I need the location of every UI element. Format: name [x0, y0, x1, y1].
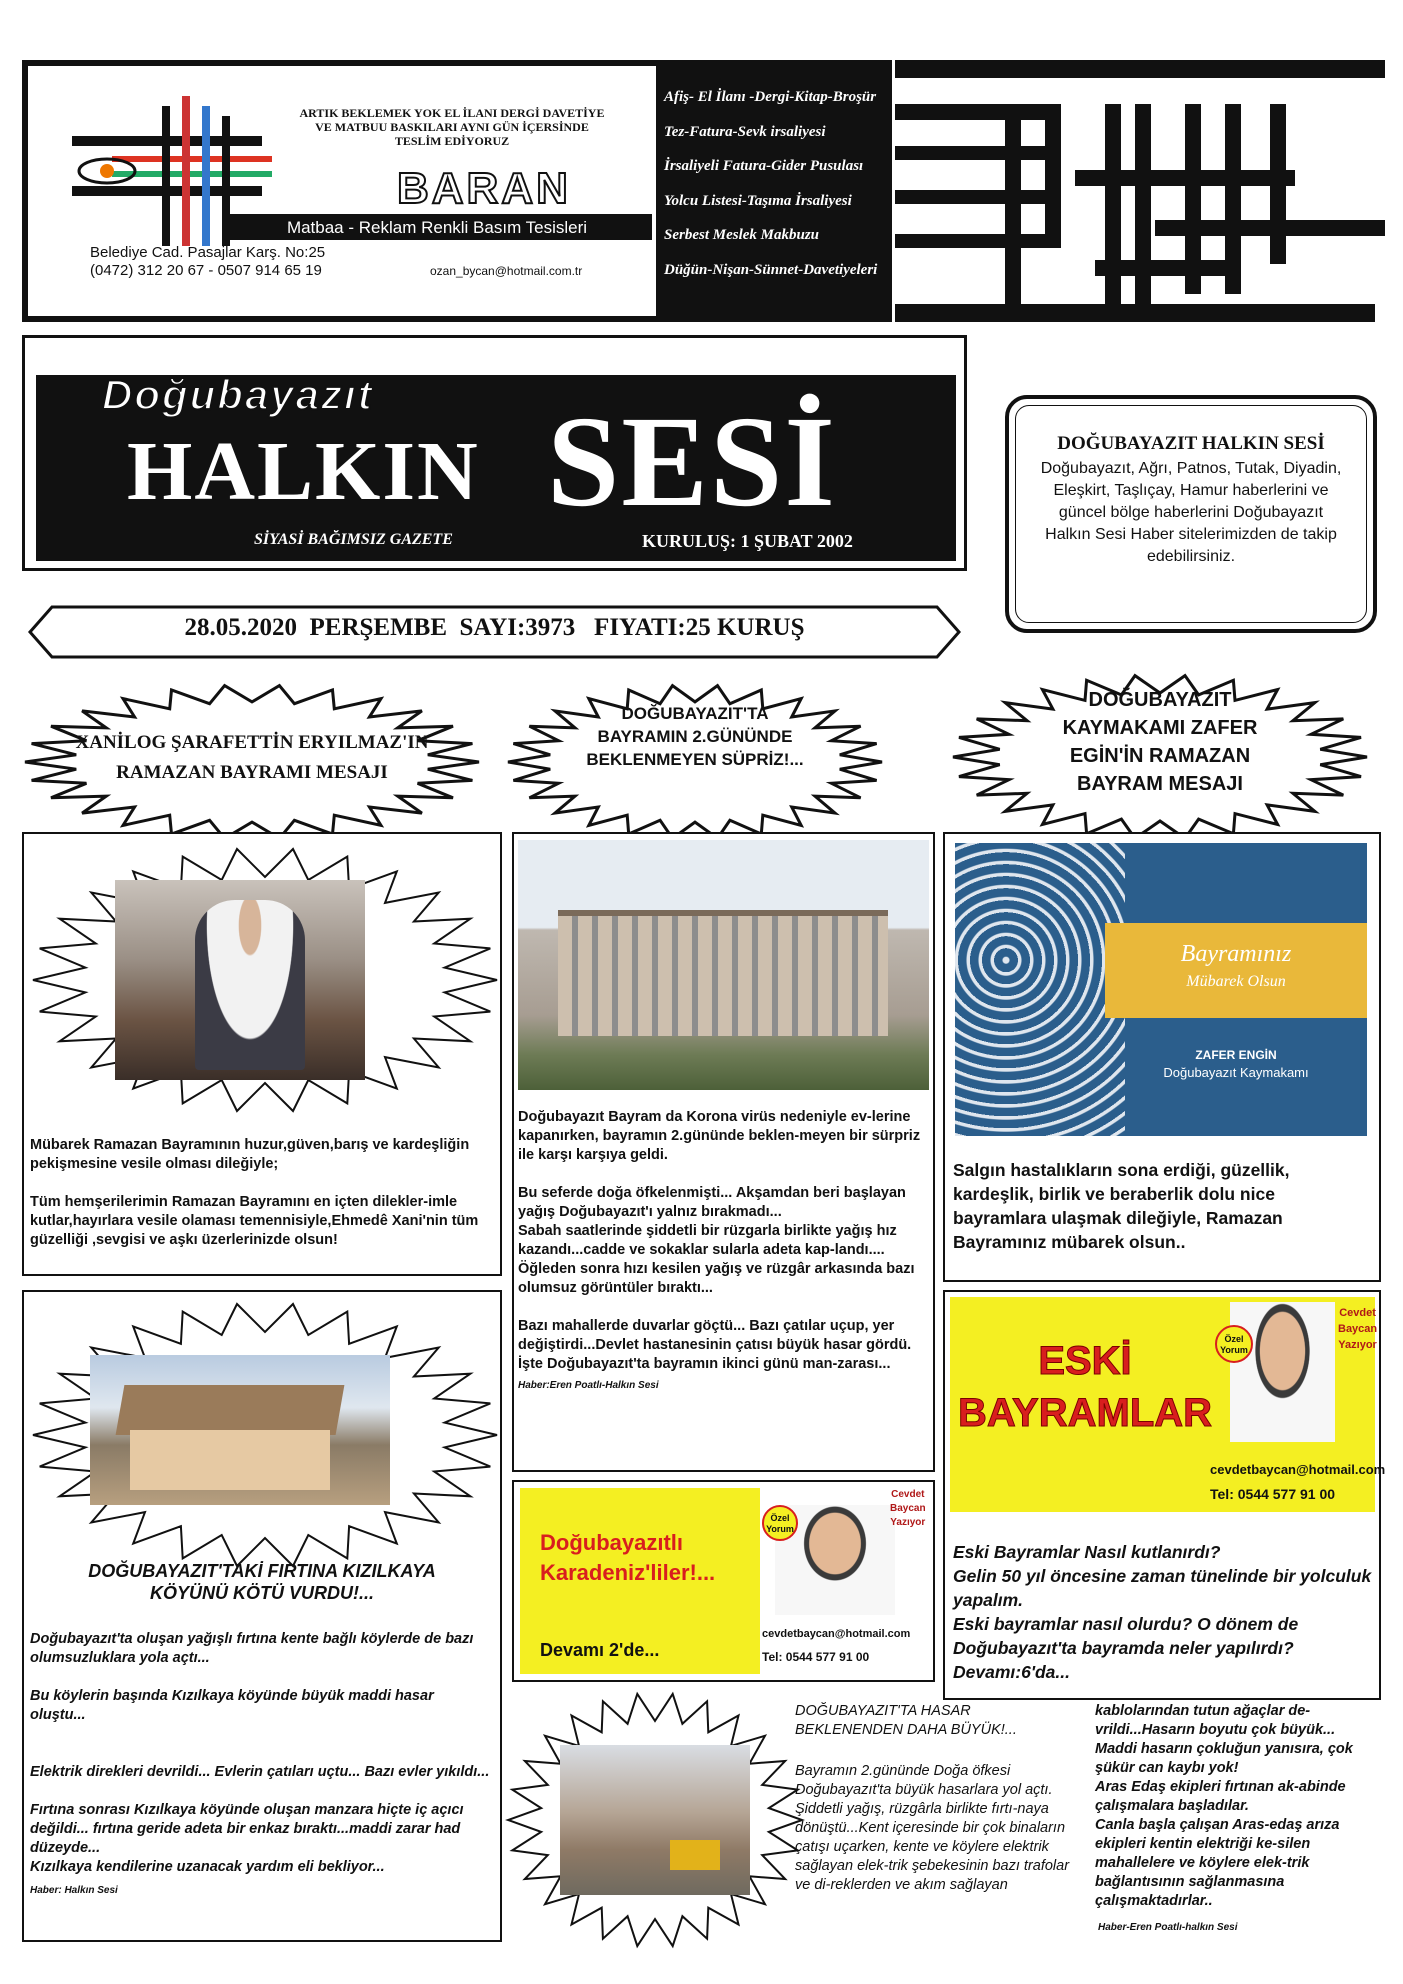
col3-ad-email: cevdetbaycan@hotmail.com [1210, 1462, 1386, 1477]
col2-hospital-photo [518, 840, 929, 1090]
col1-bottom-text [30, 1630, 492, 1900]
col1-top-paragraph: Mübarek Ramazan Bayramının huzur,güven,barış ve kardeşliğin pekişmesine vesile olması dileğiyle; [30, 1137, 470, 1172]
col2-top-credit: Haber:Eren Poatlı-Halkın Sesi [518, 1380, 659, 1391]
bottom-story-left-text: Bayramın 2.gününde Doğa öfkesi Doğubayazıt'ta büyük hasarlara yol açtı. Şiddetli yağış, rüzgârla birlikte fırtı-naya dönüştü...Kent içeresinde bir çok binaların çatışı uçarken, kente ve köylere elektrik sağlayan elek-trik şebekesinin bazı trafolar ve di-reklerden ve akım sağlayan [795, 1763, 1070, 1893]
col1-top-paragraph: Tüm hemşerilerimin Ramazan Bayramını en içten dilekler-imle kutlar,hayırlara vesile olaması temennisiyle,Ehmedê Xani'nin tüm güzelliği ,sevgisi ve aşkı üzerlerinizde olsun! [30, 1194, 479, 1248]
info-box-title: DOĞUBAYAZIT HALKIN SESİ [1057, 433, 1325, 454]
digger [670, 1840, 720, 1870]
house-roof [116, 1385, 345, 1435]
col2-top-text [518, 1108, 928, 1395]
masthead-tagline: SİYASİ BAĞIMSIZ GAZETE [254, 531, 453, 548]
banner-yellow [1105, 923, 1367, 1018]
bottom-story-photo [560, 1745, 750, 1895]
col3-top-message: Salgın hastalıkların sona erdiği, güzellik, kardeşlik, birlik ve beraberlik dolu nice bayramlara ulaşmak dileğiyle, Ramazan Bayramınız mübarek olsun.. [953, 1160, 1290, 1252]
banner-name: ZAFER ENGİN [1195, 1048, 1277, 1062]
portrait-figure [195, 900, 305, 1070]
col1-bottom-paragraph: Bu köylerin başında Kızılkaya köyünde büyük maddi hasar oluştu... [30, 1688, 434, 1723]
col3-ad-portrait [1230, 1302, 1335, 1442]
baran-brand: BARAN [397, 164, 571, 213]
banner-title: Bayramınız [1180, 941, 1292, 967]
masthead [22, 335, 967, 571]
col1-bottom-credit: Haber: Halkın Sesi [30, 1885, 118, 1896]
burst-2-text: DOĞUBAYAZIT'TA BAYRAMIN 2.GÜNÜNDE BEKLENMEYEN SÜPRİZ!... [586, 704, 804, 769]
col3-bottom-text: Eski Bayramlar Nasıl kutlanırdı? Gelin 50 yıl öncesine zaman tünelinde bir yolculuk yapalım. Eski bayramlar nasıl olurdu? O dönem de Doğubayazıt'ta bayramda neler yapılırdı? Devamı:6'da... [953, 1542, 1372, 1682]
col2-ad-email: cevdetbaycan@hotmail.com [762, 1628, 911, 1640]
col3-greeting-banner [955, 843, 1367, 1136]
baran-services [664, 80, 889, 287]
hospital-building [558, 910, 888, 1036]
col2-ad-phone: Tel: 0544 577 91 00 [762, 1650, 870, 1664]
masthead-founded: KURULUŞ: 1 ŞUBAT 2002 [642, 531, 853, 551]
bottom-story-credit: Haber-Eren Poatlı-halkın Sesi [1098, 1922, 1238, 1933]
col3-ad-phone: Tel: 0544 577 91 00 [1210, 1486, 1336, 1502]
col1-damaged-house-photo [90, 1355, 390, 1505]
dateline: 28.05.2020 PERŞEMBE SAYI:3973 FIYATI:25 KURUŞ [184, 614, 805, 641]
burst-3-text: DOĞUBAYAZIT KAYMAKAMI ZAFER EGİN'İN RAMAZAN BAYRAM MESAJI [1062, 689, 1258, 795]
baran-phones: (0472) 312 20 67 - 0507 914 65 19 [90, 262, 322, 279]
baran-service-item: Yolcu Listesi-Taşıma İrsaliyesi [664, 192, 852, 209]
col1-top-text [30, 1136, 492, 1269]
bottom-story-headline: DOĞUBAYAZIT'TA HASAR BEKLENENDEN DAHA BÜYÜK!... [795, 1703, 1017, 1738]
baran-ad [22, 60, 892, 322]
col1-bottom-headline: DOĞUBAYAZIT'TAKİ FIRTINA KIZILKAYA KÖYÜNÜ KÖTÜ VURDU!... [88, 1561, 436, 1603]
col2-ad-more: Devamı 2'de... [540, 1640, 660, 1660]
col2-ad-badge: Özel Yorum [762, 1505, 798, 1541]
col2-top-paragraph: Bazı mahallerde duvarlar göçtü... Bazı çatılar uçup, yer değiştirdi...Devlet hastanesinin çatısı büyük hasar gördü. İşte Doğubayazıt'ta bayramın ikinci günü man-zarası... [518, 1318, 912, 1372]
baran-subtitle: Matbaa - Reklam Renkli Basım Tesisleri [286, 218, 588, 237]
baran-service-item: Düğün-Nişan-Sünnet-Davetiyeleri [664, 261, 878, 278]
col3-ad-title: ESKİ BAYRAMLAR [957, 1339, 1213, 1435]
baran-service-item: İrsaliyeli Fatura-Gider Pusulası [664, 158, 864, 174]
col2-top-paragraph: Bu seferde doğa öfkelenmişti... Akşamdan beri başlayan yağış Doğubayazıt'ı yalnız bırakmadı... Sabah saatlerinde şiddetli bir rüzgarla birlikte yağış hız kazandı...cadde ve sokaklar sularla adeta kap-landı.... Öğleden sonra hızı kesilen yağış ve rüzgâr arkasında bazı olumsuz görüntüler bıraktı... [518, 1185, 915, 1296]
bottom-story-right-text: kablolarından tutun ağaçlar de-vrildi...Hasarın boyutu çok büyük... Maddi hasarın çokluğun yanısıra, çok şükür can kaybı yok! Aras Edaş ekipleri fırtınan ak-abinde çalışmalara başladılar. Canla başla çalışan Aras-edaş arıza ekipleri kentin elektriği ke-silen mahallelere ve köylere elek-trik bağlantısının sağlanmasına çalışmaktadırlar.. [1095, 1703, 1353, 1909]
baran-service-item: Serbest Meslek Makbuzu [664, 227, 820, 243]
baran-email: ozan_bycan@hotmail.com.tr [430, 264, 583, 278]
banner-role: Doğubayazıt Kaymakamı [1163, 1065, 1309, 1080]
masthead-sesi: SESİ [547, 390, 837, 534]
col3-ad-tag: Cevdet Baycan Yazıyor [1338, 1307, 1378, 1351]
banner-pattern [955, 843, 1125, 1136]
house-wall [130, 1430, 330, 1490]
col1-bottom-paragraph: Elektrik direkleri devrildi... Evlerin çatıları uçtu... Bazı evler yıkıldı... [30, 1764, 490, 1780]
col3-ad-badge: Özel Yorum [1215, 1325, 1253, 1363]
col1-portrait-photo [115, 880, 365, 1080]
col2-ad-title: Doğubayazıtlı Karadeniz'liler!... [540, 1530, 716, 1585]
col1-bottom-paragraph: Fırtına sonrası Kızılkaya köyünde oluşan manzara hiçte iç açıcı değildi... fırtına geride adeta bir enkaz bıraktı...maddi zarar had düzeyde... Kızılkaya kendilerine uzanacak yardım eli bekliyor... [30, 1802, 464, 1875]
ornament-graphic [895, 60, 1385, 330]
baran-service-item: Afiş- El İlanı -Dergi-Kitap-Broşür [664, 89, 877, 105]
burst-1-text: XANİLOG ŞARAFETTİN ERYILMAZ'IN RAMAZAN BAYRAMI MESAJI [75, 732, 429, 783]
masthead-line1: Doğubayazıt [102, 371, 374, 418]
banner-subtitle: Mübarek Olsun [1186, 973, 1286, 990]
col1-bottom-paragraph: Doğubayazıt'ta oluşan yağışlı fırtına kente bağlı köylerde de bazı olumsuzluklara yola açtı... [30, 1631, 474, 1666]
baran-slogan: ARTIK BEKLEMEK YOK EL İLANI DERGİ DAVETİYE VE MATBUU BASKILARI AYNI GÜN İÇERSİNDE TESLİM EDİYORUZ [299, 106, 605, 148]
col2-top-paragraph: Doğubayazıt Bayram da Korona virüs nedeniyle ev-lerine kapanırken, bayramın 2.gününde beklen-meyen bir sürpriz ile karşı karşıya geldi. [518, 1109, 921, 1163]
baran-address: Belediye Cad. Pasajlar Karş. No:25 [90, 244, 326, 261]
masthead-halkin: HALKIN [127, 425, 480, 518]
info-box-body: Doğubayazıt, Ağrı, Patnos, Tutak, Diyadin, Eleşkirt, Taşlıçay, Hamur haberlerini ve güncel bölge haberlerini Doğubayazıt Halkın Sesi Haber sitelerimizden de takip edebilirsiniz. [1040, 460, 1342, 565]
baran-service-item: Tez-Fatura-Sevk irsaliyesi [664, 123, 826, 140]
col2-ad-tag: Cevdet Baycan Yazıyor [890, 1489, 926, 1528]
